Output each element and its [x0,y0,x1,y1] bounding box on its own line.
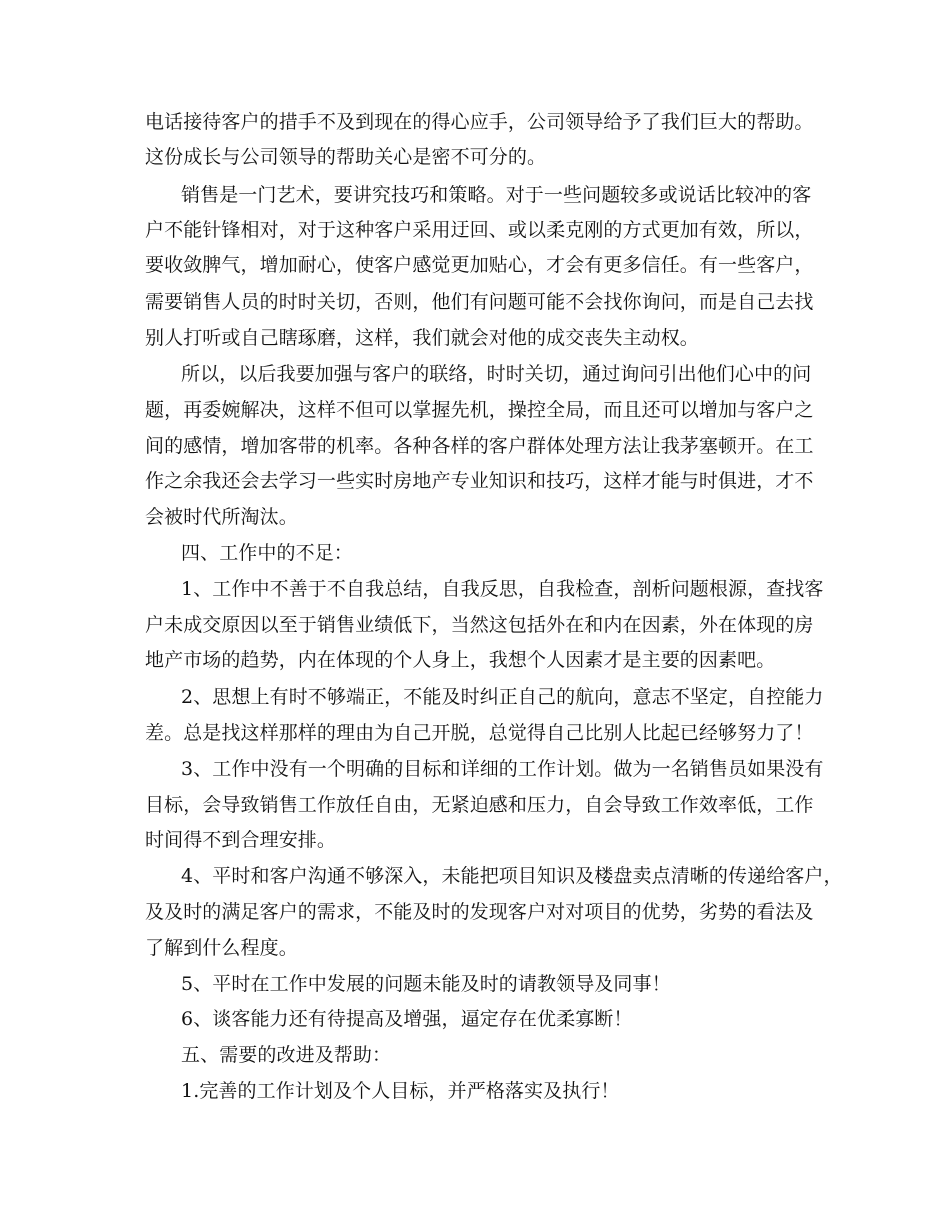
text-line: 作之余我还会去学习一些实时房地产专业知识和技巧，这样才能与时俱进，才不 [145,470,814,492]
section-heading: 四、工作中的不足： [181,542,353,564]
text-line: 销售是一门艺术，要讲究技巧和策略。对于一些问题较多或说话比较冲的客 [181,184,812,206]
text-line: 6、谈客能力还有待提高及增强，逼定存在优柔寡断！ [181,1008,633,1030]
text-line: 及及时的满足客户的需求，不能及时的发现客户对对项目的优势，劣势的看法及 [145,901,814,923]
text-line: 别人打听或自己瞎琢磨，这样，我们就会对他的成交丧失主动权。 [145,327,699,349]
text-line: 电话接待客户的措手不及到现在的得心应手，公司领导给予了我们巨大的帮助。 [145,111,814,133]
text-line: 地产市场的趋势，内在体现的个人身上，我想个人因素才是主要的因素吧。 [145,649,776,671]
text-line: 5、平时在工作中发展的问题未能及时的请教领导及同事！ [181,973,671,995]
text-line: 1.完善的工作计划及个人目标，并严格落实及执行！ [181,1080,620,1102]
text-line: 4、平时和客户沟通不够深入，未能把项目知识及楼盘卖点清晰的传递给客户， [181,865,843,887]
text-line: 1、工作中不善于不自我总结，自我反思，自我检查，剖析问题根源，查找客 [181,578,824,600]
text-line: 了解到什么程度。 [145,937,298,959]
text-line: 2、思想上有时不够端正，不能及时纠正自己的航向，意志不坚定，自控能力 [181,686,824,708]
section-heading: 五、需要的改进及帮助： [181,1044,392,1066]
text-line: 时间得不到合理安排。 [145,829,337,851]
text-line: 题，再委婉解决，这样不但可以掌握先机，操控全局，而且还可以增加与客户之 [145,399,814,421]
text-line: 间的感情，增加客带的机率。各种各样的客户群体处理方法让我茅塞顿开。在工 [145,435,814,457]
text-line: 会被时代所淘汰。 [145,506,298,528]
text-line: 这份成长与公司领导的帮助关心是密不可分的。 [145,146,547,168]
text-line: 3、工作中没有一个明确的目标和详细的工作计划。做为一名销售员如果没有 [181,758,824,780]
text-line: 需要销售人员的时时关切，否则，他们有问题可能不会找你询问，而是自己去找 [145,291,814,313]
text-line: 户不能针锋相对，对于这种客户采用迂回、或以柔克刚的方式更加有效，所以， [145,219,814,241]
text-line: 差。总是找这样那样的理由为自己开脱，总觉得自己比别人比起已经够努力了！ [145,722,814,744]
text-line: 所以，以后我要加强与客户的联络，时时关切，通过询问引出他们心中的问 [181,363,812,385]
text-line: 要收敛脾气，增加耐心，使客户感觉更加贴心，才会有更多信任。有一些客户， [145,254,814,276]
text-line: 户未成交原因以至于销售业绩低下，当然这包括外在和内在因素，外在体现的房 [145,614,814,636]
text-line: 目标，会导致销售工作放任自由，无紧迫感和压力，自会导致工作效率低，工作 [145,794,814,816]
